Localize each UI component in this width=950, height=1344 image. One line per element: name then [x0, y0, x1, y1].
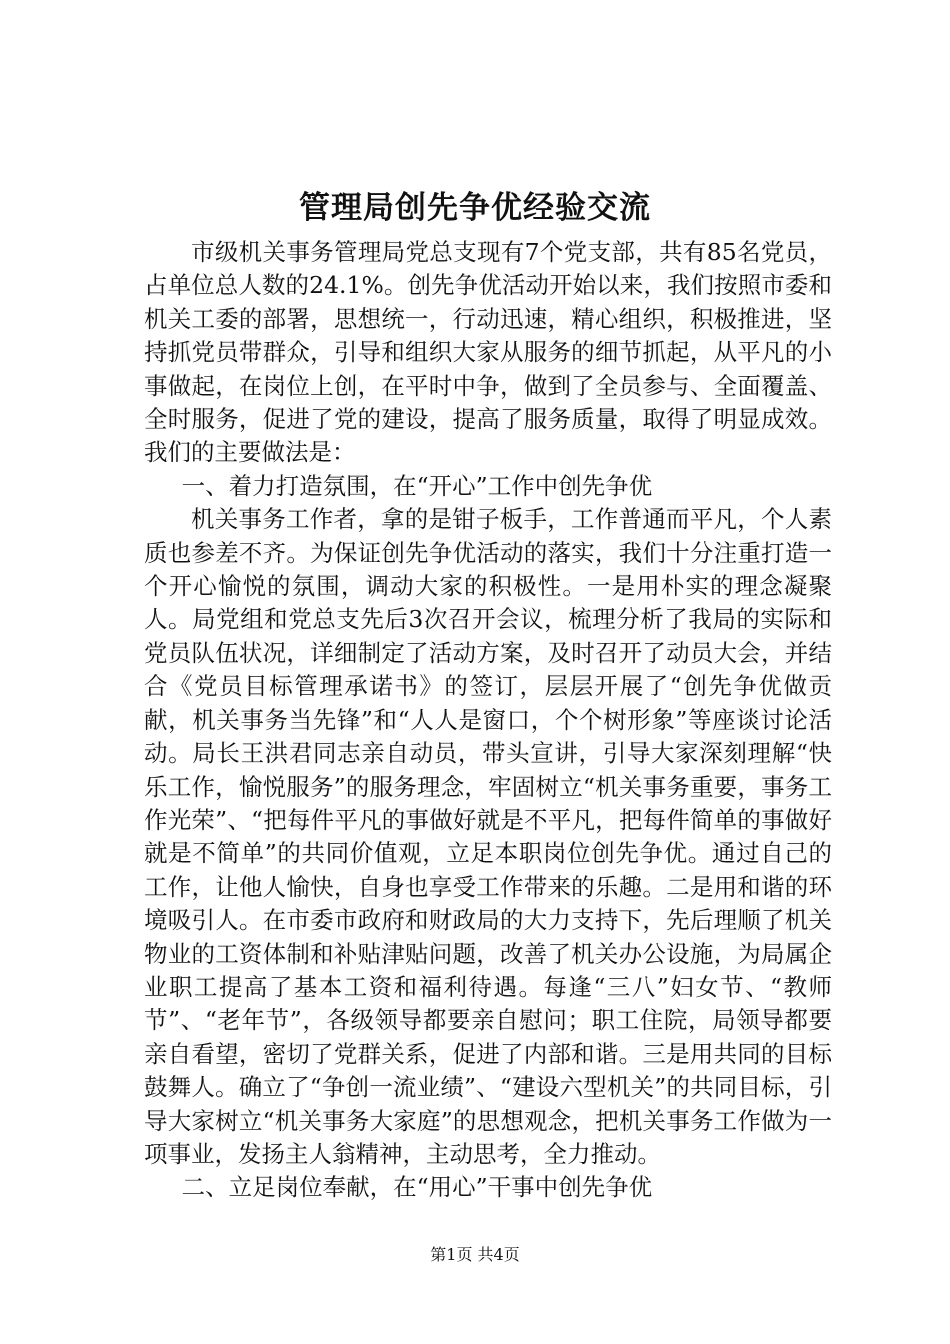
- page-number-footer: 第1页 共4页: [430, 1245, 520, 1264]
- document-body: [144, 236, 832, 1205]
- intro-paragraph: 市级机关事务管理局党总支现有7个党支部，共有85名党员，占单位总人数的24.1%。创先争优活动开始以来，我们按照市委和机关工委的部署，思想统一，行动迅速，精心组织，积极推进，坚持抓党员带群众，引导和组织大家从服务的细节抓起，从平凡的小事做起，在岗位上创，在平时中争，做到了全员参与、全面覆盖、全时服务，促进了党的建设，提高了服务质量，取得了明显成效。我们的主要做法是：: [144, 238, 832, 467]
- section-heading-2: 二、立足岗位奉献，在“用心”干事中创先争优: [181, 1173, 653, 1202]
- section-1-paragraph: 机关事务工作者，拿的是钳子板手，工作普通而平凡，个人素质也参差不齐。为保证创先争优活动的落实，我们十分注重打造一个开心愉悦的氛围，调动大家的积极性。一是用朴实的理念凝聚人。局党组和党总支先后3次召开会议，梳理分析了我局的实际和党员队伍状况，详细制定了活动方案，及时召开了动员大会，并结合《党员目标管理承诺书》的签订，层层开展了“创先争优做贡献，机关事务当先锋”和“人人是窗口，个个树形象”等座谈讨论活动。局长王洪君同志亲自动员，带头宣讲，引导大家深刻理解“快乐工作，愉悦服务”的服务理念，牢固树立“机关事务重要，事务工作光荣”、“把每件平凡的事做好就是不平凡，把每件简单的事做好就是不简单”的共同价值观，立足本职岗位创先争优。通过自己的工作，让他人愉快，自身也享受工作带来的乐趣。二是用和谐的环境吸引人。在市委市政府和财政局的大力支持下，先后理顺了机关物业的工资体制和补贴津贴问题，改善了机关办公设施，为局属企业职工提高了基本工资和福利待遇。每逢“三八”妇女节、“教师节”、“老年节”，各级领导都要亲自慰问；职工住院，局领导都要亲自看望，密切了党群关系，促进了内部和谐。三是用共同的目标鼓舞人。确立了“争创一流业绩”、“建设六型机关”的共同目标，引导大家树立“机关事务大家庭”的思想观念，把机关事务工作做为一项事业，发扬主人翁精神，主动思考，全力推动。: [144, 505, 832, 1168]
- section-heading-1: 一、着力打造氛围，在“开心”工作中创先争优: [181, 471, 653, 500]
- document-title: 管理局创先争优经验交流: [299, 190, 651, 226]
